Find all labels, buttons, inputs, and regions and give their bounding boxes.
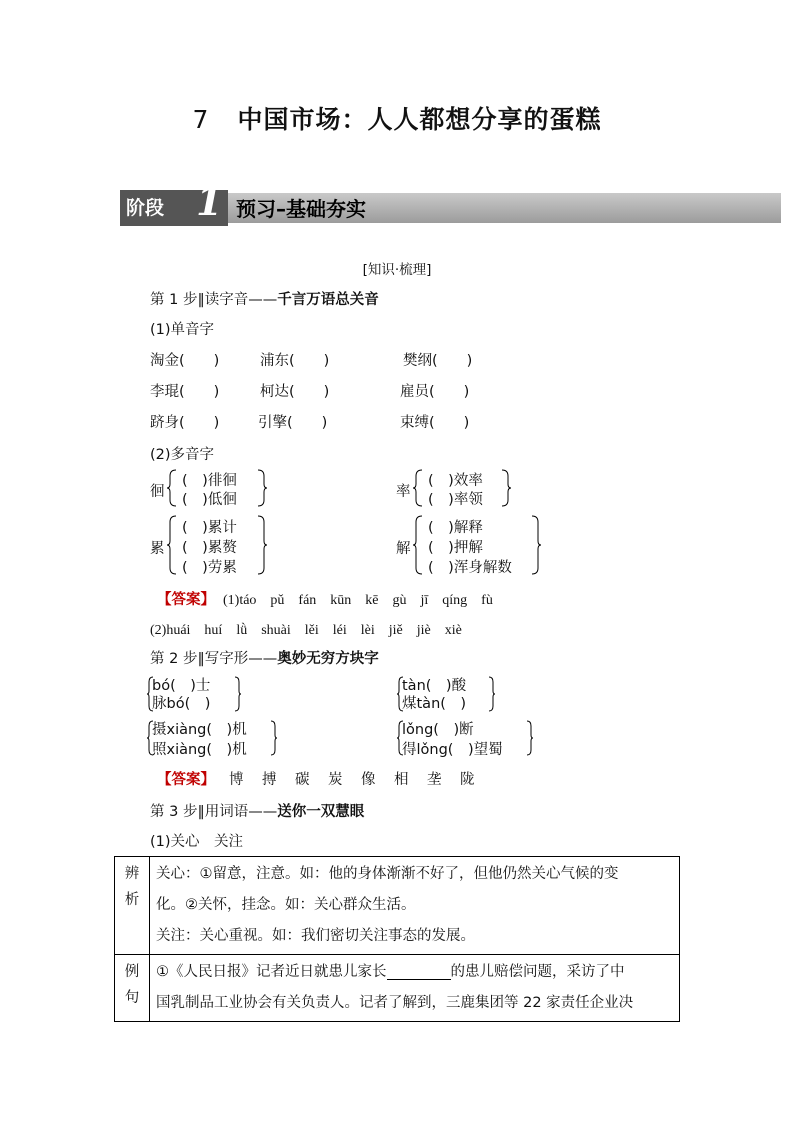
multi-item: ( )效率 bbox=[428, 473, 483, 489]
row-label: 辨析 bbox=[115, 857, 150, 955]
right-brace bbox=[270, 720, 278, 756]
answer-tag: 【答案】 bbox=[157, 592, 215, 608]
answer1-line2: (2)huái huí lǜ shuài lěi léi lèi jiě jiè xiè bbox=[150, 623, 462, 638]
left-brace bbox=[166, 514, 178, 576]
step1-label: 第 1 步‖读字音—— bbox=[150, 292, 278, 308]
step2-tail: 奥妙无穷方块字 bbox=[277, 651, 379, 667]
left-brace bbox=[166, 468, 178, 508]
multi-char: 徊 bbox=[150, 484, 165, 500]
multi-item: ( )率领 bbox=[428, 492, 483, 508]
lesson-title: 中国市场：人人都想分享的蛋糕 bbox=[237, 105, 602, 134]
step2-label: 第 2 步‖写字形—— bbox=[150, 651, 278, 667]
content-line: 关注：关心重视。如：我们密切关注事态的发展。 bbox=[156, 928, 475, 944]
stage-digit: 1 bbox=[196, 179, 223, 224]
right-brace bbox=[530, 514, 542, 576]
row-content bbox=[150, 955, 680, 1022]
right-brace bbox=[256, 468, 268, 508]
blank-line bbox=[387, 965, 451, 980]
stage-tag bbox=[120, 179, 228, 226]
stage-label: 阶段 bbox=[126, 197, 165, 219]
example-text: 的患儿赔偿问题，采访了中 bbox=[450, 964, 625, 980]
single-item: 淘金( ) bbox=[150, 353, 220, 369]
glyph-item: 照xiàng( )机 bbox=[152, 742, 247, 758]
step1-heading bbox=[150, 288, 379, 309]
multi-item: ( )累计 bbox=[182, 520, 237, 536]
lesson-number: 7 bbox=[192, 105, 210, 134]
single-item: 柯达( ) bbox=[260, 384, 330, 400]
banner-title: 预习–基础夯实 bbox=[236, 197, 366, 221]
words-label: (1)关心 关注 bbox=[150, 834, 244, 850]
step3-heading bbox=[150, 800, 364, 821]
multi-item: ( )浑身解数 bbox=[428, 560, 512, 576]
content-line: 化。②关怀，挂念。如：关心群众生活。 bbox=[156, 897, 416, 913]
single-item: 李琨( ) bbox=[150, 384, 220, 400]
single-item: 引擎( ) bbox=[258, 415, 328, 431]
page-title bbox=[0, 100, 794, 136]
glyph-item: 摄xiàng( )机 bbox=[152, 722, 247, 738]
table-row bbox=[115, 857, 680, 955]
glyph-item: bó( )士 bbox=[152, 678, 211, 694]
step2-heading bbox=[150, 647, 379, 668]
multi-label: (2)多音字 bbox=[150, 447, 215, 463]
left-brace bbox=[412, 468, 424, 508]
right-brace bbox=[526, 720, 534, 756]
multi-item: ( )解释 bbox=[428, 520, 483, 536]
multi-item: ( )累赘 bbox=[182, 540, 237, 556]
multi-item: ( )徘徊 bbox=[182, 473, 237, 489]
row-label: 例句 bbox=[115, 955, 150, 1022]
right-brace bbox=[488, 676, 496, 712]
right-brace bbox=[256, 514, 268, 576]
single-item: 束缚( ) bbox=[400, 415, 470, 431]
glyph-item: 得lǒng( )望蜀 bbox=[402, 742, 503, 758]
right-brace bbox=[234, 676, 242, 712]
step1-tail: 千言万语总关音 bbox=[277, 292, 379, 308]
row-content bbox=[150, 857, 680, 955]
example-text: ①《人民日报》记者近日就患儿家长 bbox=[156, 964, 387, 980]
glyph-item: lǒng( )断 bbox=[402, 722, 474, 738]
left-brace bbox=[412, 514, 424, 576]
content-line: 国乳制品工业协会有关负责人。记者了解到，三鹿集团等 22 家责任企业决 bbox=[156, 995, 634, 1011]
answer2-text: 博 搏 碳 炭 像 相 垄 陇 bbox=[229, 772, 477, 788]
answer1-line1 bbox=[157, 588, 493, 609]
content-line: 关心：①留意，注意。如：他的身体渐渐不好了，但他仍然关心气候的变 bbox=[156, 866, 619, 882]
single-item: 樊纲( ) bbox=[403, 353, 473, 369]
glyph-item: 煤tàn( ) bbox=[402, 696, 467, 712]
multi-item: ( )劳累 bbox=[182, 560, 237, 576]
step3-label: 第 3 步‖用词语—— bbox=[150, 804, 278, 820]
stage-banner bbox=[120, 179, 781, 226]
single-item: 跻身( ) bbox=[150, 415, 220, 431]
glyph-item: tàn( )酸 bbox=[402, 678, 467, 694]
single-item: 雇员( ) bbox=[400, 384, 470, 400]
single-item: 浦东( ) bbox=[260, 353, 330, 369]
right-brace bbox=[500, 468, 512, 508]
single-label: (1)单音字 bbox=[150, 322, 215, 338]
table-row bbox=[115, 955, 680, 1022]
answer2-line bbox=[157, 768, 477, 789]
multi-char: 率 bbox=[396, 484, 411, 500]
content-line bbox=[156, 957, 673, 988]
multi-char: 解 bbox=[396, 541, 411, 557]
multi-item: ( )押解 bbox=[428, 540, 483, 556]
definition-table bbox=[114, 856, 680, 1022]
step3-tail: 送你一双慧眼 bbox=[277, 804, 365, 820]
multi-char: 累 bbox=[150, 541, 165, 557]
glyph-item: 脉bó( ) bbox=[152, 696, 211, 712]
answer1-text1: (1)táo pǔ fán kūn kē gù jī qíng fù bbox=[223, 593, 493, 608]
answer-tag: 【答案】 bbox=[157, 772, 215, 788]
multi-item: ( )低徊 bbox=[182, 492, 237, 508]
section-header: [知识·梳理] bbox=[362, 262, 432, 278]
